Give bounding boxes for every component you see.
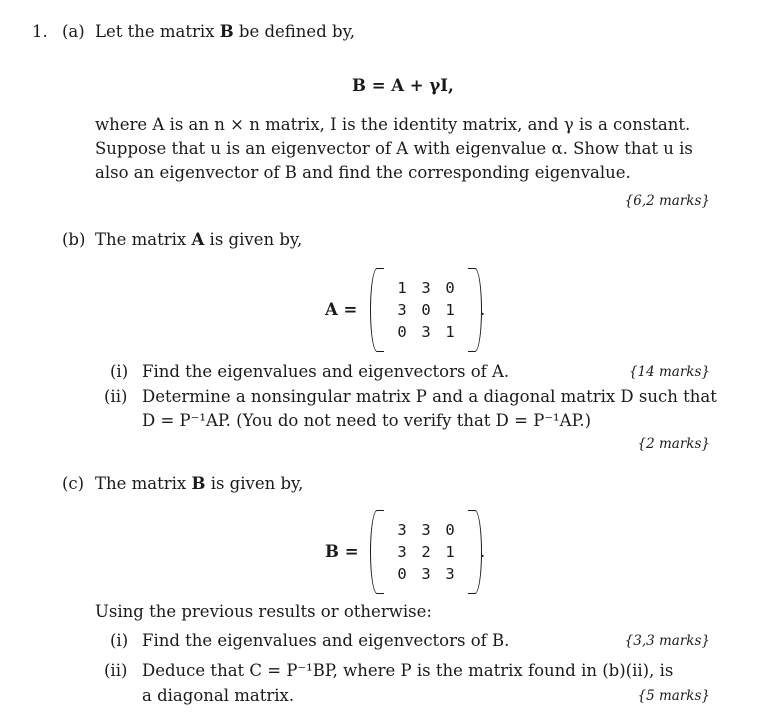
- matrix-a-cell: 0: [421, 301, 431, 319]
- part-a-marks: {6,2 marks}: [624, 193, 710, 209]
- matrix-b-label: B =: [325, 542, 359, 561]
- part-a-text-line1: where A is an n × n matrix, I is the identity matrix, and γ is a constant.: [95, 115, 691, 134]
- part-a-text-line2: Suppose that u is an eigenvector of A with eigenvalue α. Show that u is: [95, 139, 693, 158]
- part-c-intro: [95, 474, 303, 493]
- matrix-b-cell: 3: [397, 543, 407, 561]
- matrix-a-cell: 0: [397, 323, 407, 341]
- matrix-a-cell: 1: [397, 279, 407, 297]
- matrix-b-cell: 3: [445, 565, 455, 583]
- part-a-label: (a): [62, 22, 85, 41]
- part-c-intro-end: is given by,: [210, 474, 304, 493]
- matrix-b-grid: [390, 519, 462, 585]
- matrix-b-period: .: [480, 542, 486, 561]
- part-b-sub-ii-line1: Determine a nonsingular matrix P and a diagonal matrix D such that: [142, 387, 717, 406]
- matrix-a-grid: [390, 277, 462, 343]
- part-b-intro-end: is given by,: [209, 230, 303, 249]
- matrix-a-cell: 1: [445, 301, 455, 319]
- part-a-intro-bold: B: [219, 22, 234, 41]
- matrix-b-cell: 0: [445, 521, 455, 539]
- part-c-sub-ii-line2: a diagonal matrix.: [142, 686, 295, 705]
- part-c-sub-i-label: (i): [110, 631, 129, 650]
- part-a-intro-text: Let the matrix: [95, 22, 215, 41]
- matrix-a-cell: 3: [421, 279, 431, 297]
- part-b-intro: [95, 230, 302, 249]
- part-b-label: (b): [62, 230, 86, 249]
- part-b-sub-i-marks: {14 marks}: [628, 364, 710, 380]
- part-a-intro-end: be defined by,: [238, 22, 355, 41]
- part-c-intro-bold: B: [191, 474, 206, 493]
- part-c-sub-i-text: Find the eigenvalues and eigenvectors of B.: [142, 631, 510, 650]
- part-a-intro: [95, 22, 355, 41]
- matrix-b: [370, 510, 482, 594]
- matrix-b-cell: 1: [445, 543, 455, 561]
- part-b-intro-text: The matrix: [95, 230, 187, 249]
- matrix-a-label: A =: [325, 300, 358, 319]
- part-b-sub-i-label: (i): [110, 362, 129, 381]
- part-c-sub-i-marks: {3,3 marks}: [624, 633, 710, 649]
- matrix-a: [370, 268, 482, 352]
- part-b-sub-ii-marks: {2 marks}: [637, 436, 710, 452]
- part-a-equation: B = A + γI,: [352, 76, 454, 95]
- part-c-using-text: Using the previous results or otherwise:: [95, 602, 432, 621]
- matrix-a-cell: 3: [421, 323, 431, 341]
- matrix-b-left-paren: [370, 510, 384, 594]
- matrix-a-cell: 0: [445, 279, 455, 297]
- matrix-a-period: .: [480, 300, 486, 319]
- matrix-b-cell: 2: [421, 543, 431, 561]
- part-b-sub-ii-line2: D = P⁻¹AP. (You do not need to verify that D = P⁻¹AP.): [142, 411, 592, 430]
- matrix-b-cell: 3: [421, 565, 431, 583]
- part-c-intro-text: The matrix: [95, 474, 187, 493]
- matrix-b-cell: 3: [397, 521, 407, 539]
- part-b-sub-ii-label: (ii): [104, 387, 128, 406]
- part-a-text-line3: also an eigenvector of B and find the corresponding eigenvalue.: [95, 163, 631, 182]
- part-b-intro-bold: A: [191, 230, 205, 249]
- part-c-label: (c): [62, 474, 85, 493]
- question-number: 1.: [32, 22, 48, 41]
- matrix-a-cell: 3: [397, 301, 407, 319]
- part-c-sub-ii-label: (ii): [104, 661, 128, 680]
- matrix-a-cell: 1: [445, 323, 455, 341]
- matrix-b-cell: 3: [421, 521, 431, 539]
- part-b-sub-i-text: Find the eigenvalues and eigenvectors of A.: [142, 362, 510, 381]
- matrix-a-left-paren: [370, 268, 384, 352]
- part-c-sub-ii-marks: {5 marks}: [637, 688, 710, 704]
- part-c-sub-ii-line1: Deduce that C = P⁻¹BP, where P is the matrix found in (b)(ii), is: [142, 661, 674, 680]
- matrix-b-cell: 0: [397, 565, 407, 583]
